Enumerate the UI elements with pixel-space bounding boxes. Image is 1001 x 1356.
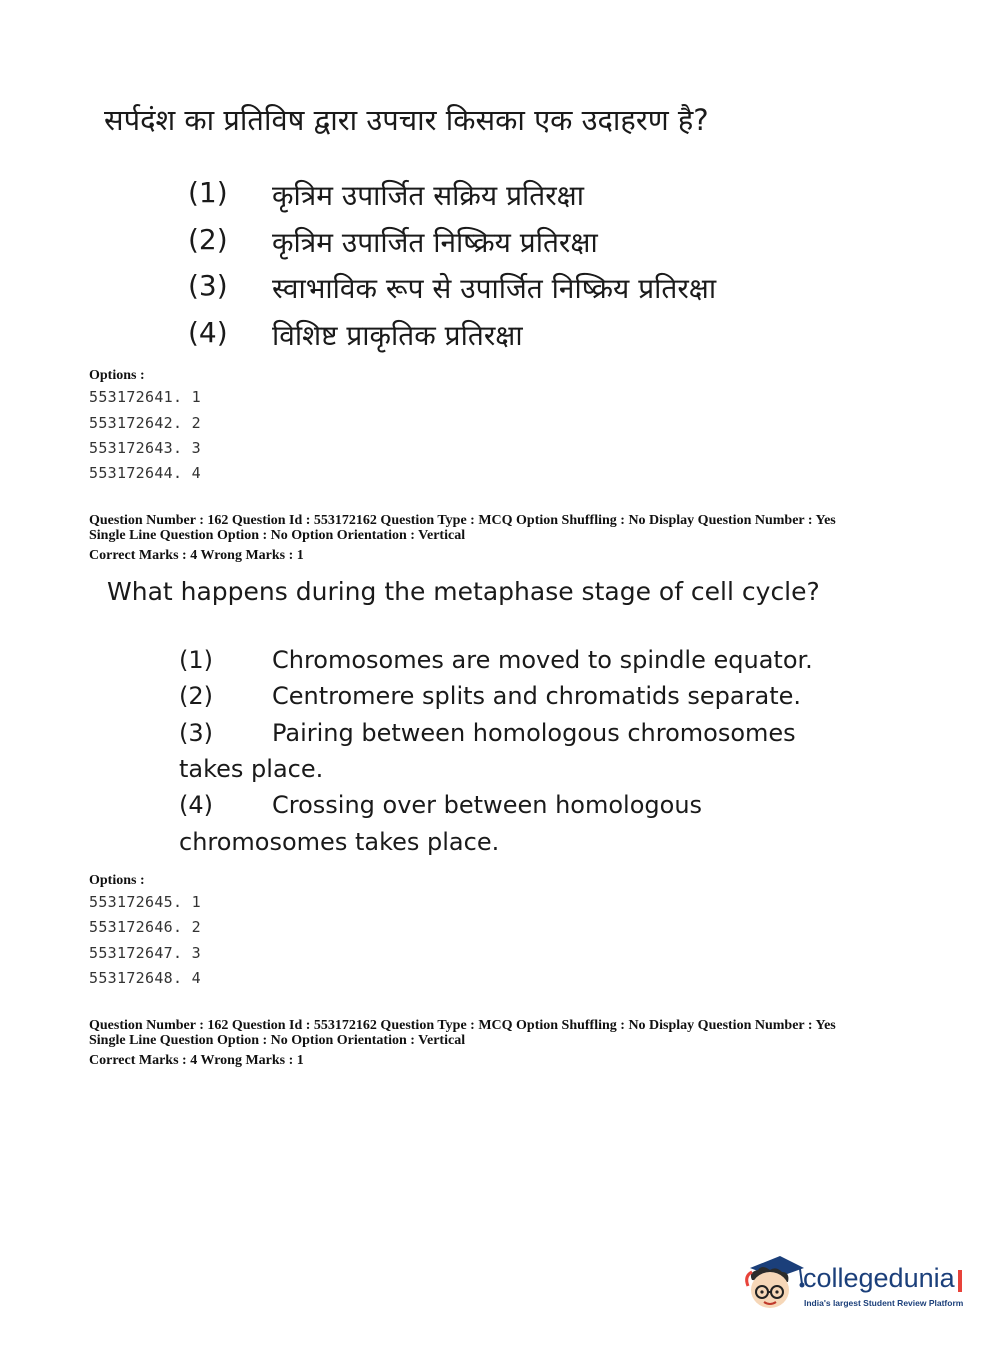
- option-text: Pairing between homologous chromosomes: [272, 719, 796, 747]
- options-label: Options :: [89, 873, 145, 888]
- option-text: Centromere splits and chromatids separate.: [272, 682, 801, 710]
- english-option-3: [179, 719, 879, 753]
- option-number: (1): [188, 176, 228, 209]
- english-option-4-continued: chromosomes takes place.: [179, 828, 500, 856]
- english-option-3-continued: takes place.: [179, 755, 324, 783]
- logo-tagline: India's largest Student Review Platform: [804, 1298, 964, 1308]
- collegedunia-mascot-icon: [742, 1250, 808, 1316]
- question-meta-line-2: Single Line Question Option : No Option Orientation : Vertical: [89, 1033, 466, 1048]
- marks-line: Correct Marks : 4 Wrong Marks : 1: [89, 548, 304, 563]
- option-text: Crossing over between homologous: [272, 791, 703, 819]
- option-id-3: 553172647. 3: [89, 944, 201, 962]
- option-number: (4): [188, 316, 228, 349]
- question-meta-line-2: Single Line Question Option : No Option Orientation : Vertical: [89, 528, 466, 543]
- logo-accent-bar: [958, 1270, 962, 1292]
- option-text: कृत्रिम उपार्जित निष्क्रिय प्रतिरक्षा: [272, 226, 598, 259]
- option-text: विशिष्ट प्राकृतिक प्रतिरक्षा: [272, 319, 523, 352]
- option-id-2: 553172646. 2: [89, 918, 201, 936]
- question-hindi-text: सर्पदंश का प्रतिविष द्वारा उपचार किसका एक उदाहरण है?: [104, 103, 709, 137]
- option-number: (1): [179, 646, 213, 674]
- option-text: स्वाभाविक रूप से उपार्जित निष्क्रिय प्रतिरक्षा: [272, 272, 717, 305]
- english-option-2: [179, 682, 879, 716]
- question-english-text: What happens during the metaphase stage of cell cycle?: [107, 577, 820, 606]
- option-text: कृत्रिम उपार्जित सक्रिय प्रतिरक्षा: [272, 179, 584, 212]
- option-number: (4): [179, 791, 213, 819]
- option-id-1: 553172641. 1: [89, 388, 201, 406]
- hindi-option-3: [188, 269, 888, 309]
- option-number: (2): [179, 682, 213, 710]
- option-id-4: 553172644. 4: [89, 464, 201, 482]
- option-id-4: 553172648. 4: [89, 969, 201, 987]
- hindi-option-2: [188, 223, 888, 263]
- option-id-2: 553172642. 2: [89, 414, 201, 432]
- hindi-option-1: [188, 176, 888, 216]
- option-id-3: 553172643. 3: [89, 439, 201, 457]
- option-number: (3): [188, 269, 228, 302]
- english-option-4: [179, 791, 879, 825]
- logo-wordmark: collegedunia: [803, 1263, 955, 1293]
- question-meta-line-1: Question Number : 162 Question Id : 553172162 Question Type : MCQ Option Shuffling : No Display Question Number : Yes: [89, 1018, 836, 1033]
- marks-line: Correct Marks : 4 Wrong Marks : 1: [89, 1053, 304, 1068]
- question-meta-line-1: Question Number : 162 Question Id : 553172162 Question Type : MCQ Option Shuffling : No Display Question Number : Yes: [89, 513, 836, 528]
- option-number: (2): [188, 223, 228, 256]
- english-option-1: [179, 646, 879, 680]
- option-id-1: 553172645. 1: [89, 893, 201, 911]
- option-number: (3): [179, 719, 213, 747]
- option-text: Chromosomes are moved to spindle equator.: [272, 646, 813, 674]
- options-label: Options :: [89, 368, 145, 383]
- hindi-option-4: [188, 316, 888, 356]
